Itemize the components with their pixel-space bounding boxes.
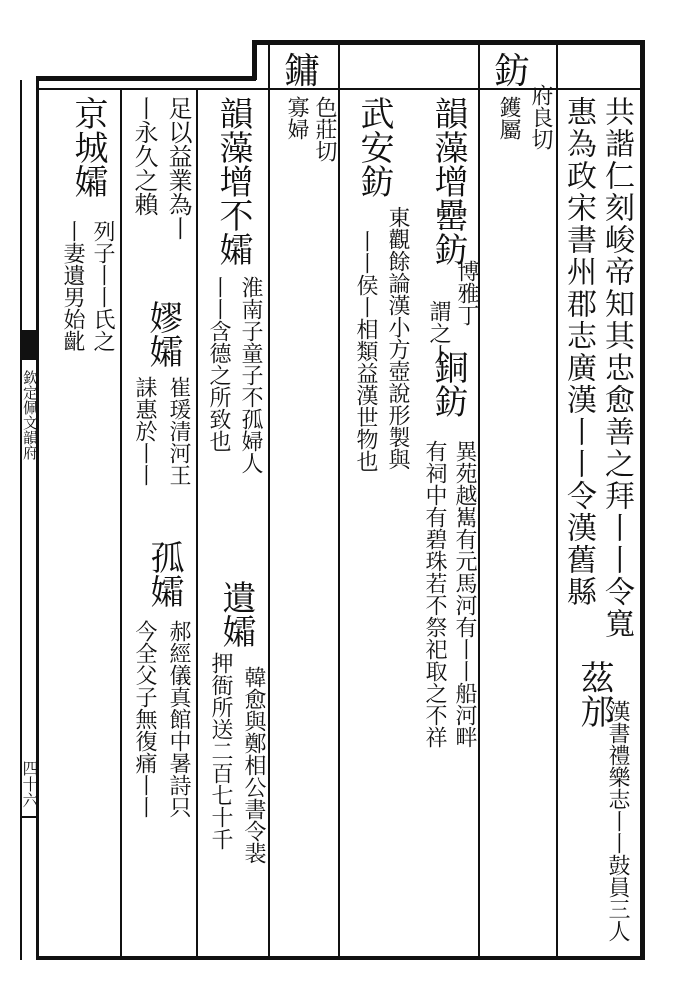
- text-column-2b-note: [602, 700, 632, 942]
- col8-big2: [140, 540, 184, 608]
- head-box-left-line: [268, 45, 270, 90]
- headword-jingchengshuang: 京城孀: [68, 96, 108, 198]
- top-border-mid: [252, 40, 472, 45]
- note-weizhi: 謂之丨: [426, 300, 451, 366]
- col9-note-a: [90, 220, 118, 352]
- col4-note-d: [422, 440, 450, 748]
- headword-yishuang: 遺孀: [216, 580, 256, 648]
- col8-note-a: [166, 376, 194, 486]
- text-column-7: [208, 96, 252, 266]
- headword-shuang: 鏞: [283, 51, 320, 92]
- note-yongjiu: 丨永久之賴: [130, 96, 158, 216]
- headword-bushuang: 韻藻增不孀: [213, 96, 253, 266]
- shuang-pronunciation: 色莊切: [312, 96, 337, 162]
- bottom-border: [36, 956, 645, 960]
- headword-gushuang: 孤孀: [144, 540, 184, 608]
- note-leihui: 誄惠於丨丨: [132, 376, 157, 486]
- note-zifang: 漢書禮樂志丨丨鼓員三人: [605, 700, 630, 942]
- col7-note-b: [206, 276, 234, 452]
- heading-shuang-note-a: [310, 96, 338, 162]
- col-divider-6: [120, 90, 122, 956]
- col7-big2: [212, 580, 256, 648]
- headword-zifang: 茲邡: [574, 660, 614, 728]
- text-column-2: [558, 96, 598, 608]
- heading-fang-note-b: [494, 96, 522, 140]
- col8-note-b: [132, 376, 160, 486]
- col7-note-a: [238, 276, 266, 474]
- note-dongguan: 東觀餘論漢小方壺說形製與: [385, 206, 410, 470]
- shuang-gloss: 寡婦: [284, 96, 309, 140]
- text-column-4: [424, 96, 468, 266]
- headword-tongfang: 銅鈁: [428, 350, 468, 418]
- left-border: [36, 78, 39, 958]
- text-column-9: [64, 96, 108, 198]
- right-border: [640, 40, 645, 960]
- col-divider-3: [338, 90, 340, 956]
- col4-note-a: [452, 260, 480, 326]
- page-number-rule: [20, 816, 38, 818]
- col7-note-c: [240, 666, 268, 864]
- head-box-right-line2: [556, 45, 558, 90]
- note-yiyuan: 異苑越嶲有元馬河有丨丨船河畔: [452, 440, 477, 748]
- text-column-5: [350, 96, 394, 198]
- column-1-text: 共諧仁刻峻帝知其忠愈善之拜丨丨令寬: [599, 96, 634, 640]
- col5-note-a: [384, 206, 412, 470]
- top-border-left: [36, 76, 256, 81]
- headword-laoshuang: 嫪孀: [143, 300, 183, 368]
- heading-fang-note-a: [526, 84, 554, 150]
- col9-note-b: [60, 220, 88, 352]
- headword-leifang: 韻藻增罍鈁: [428, 96, 468, 266]
- page-number: 四十六: [20, 760, 39, 808]
- margin-label: 欽定佩文韻府: [21, 370, 39, 460]
- fang-pronunciation: 府良切: [528, 84, 553, 150]
- head-box-right-line: [478, 45, 480, 90]
- heading-shuang: [280, 50, 324, 94]
- headword-fang: 鈁: [493, 51, 530, 92]
- margin-strip-line: [20, 80, 22, 960]
- note-qiyinan: 丨妻遺男始齔: [60, 220, 85, 352]
- note-hanyu: 韓愈與鄭相公書令裴: [241, 666, 266, 864]
- note-liezi: 列子丨丨氏之: [90, 220, 115, 352]
- text-column-1: [596, 96, 636, 640]
- col4-big2: [424, 350, 468, 418]
- col8-text-a: [164, 96, 194, 240]
- note-zuyi: 足以益業為丨: [164, 96, 192, 240]
- col-divider-4: [268, 90, 270, 956]
- note-cuiyuan: 崔瑗清河王: [166, 376, 191, 486]
- note-youci: 有祠中有碧珠若不祭祀取之不祥: [422, 440, 447, 748]
- note-hande: 丨丨含德之所致也: [206, 276, 231, 452]
- note-huainanzi: 淮南子童子不孤婦人: [238, 276, 263, 474]
- col5-note-b: [352, 230, 380, 472]
- top-step-vertical: [252, 40, 257, 80]
- col7-note-d: [208, 652, 236, 850]
- note-haojing: 郝經儀真館中暑詩只: [166, 620, 191, 818]
- note-houxiang: 丨丨侯丨相類益漢世物也: [353, 230, 378, 472]
- note-jinquan: 今全父子無復痛丨丨: [132, 620, 157, 818]
- col-divider-5: [196, 90, 198, 956]
- margin-block: [20, 330, 38, 360]
- col8-text-e: [130, 96, 160, 216]
- column-2-text: 惠為政宋書州郡志廣漢丨丨令漢舊縣: [561, 96, 596, 608]
- note-yaya: 押衙所送二百七十千: [208, 652, 233, 850]
- note-boya: 博雅丁: [454, 260, 479, 326]
- head-box-mid-line: [338, 45, 340, 90]
- headword-wuanfang: 武安鈁: [354, 96, 394, 198]
- col4-note-c: [452, 440, 480, 748]
- col8-note-d: [132, 620, 160, 818]
- col8-note-c: [166, 620, 194, 818]
- fang-gloss: 鑊屬: [496, 96, 521, 140]
- col8-big: [138, 300, 182, 368]
- heading-shuang-note-b: [282, 96, 310, 140]
